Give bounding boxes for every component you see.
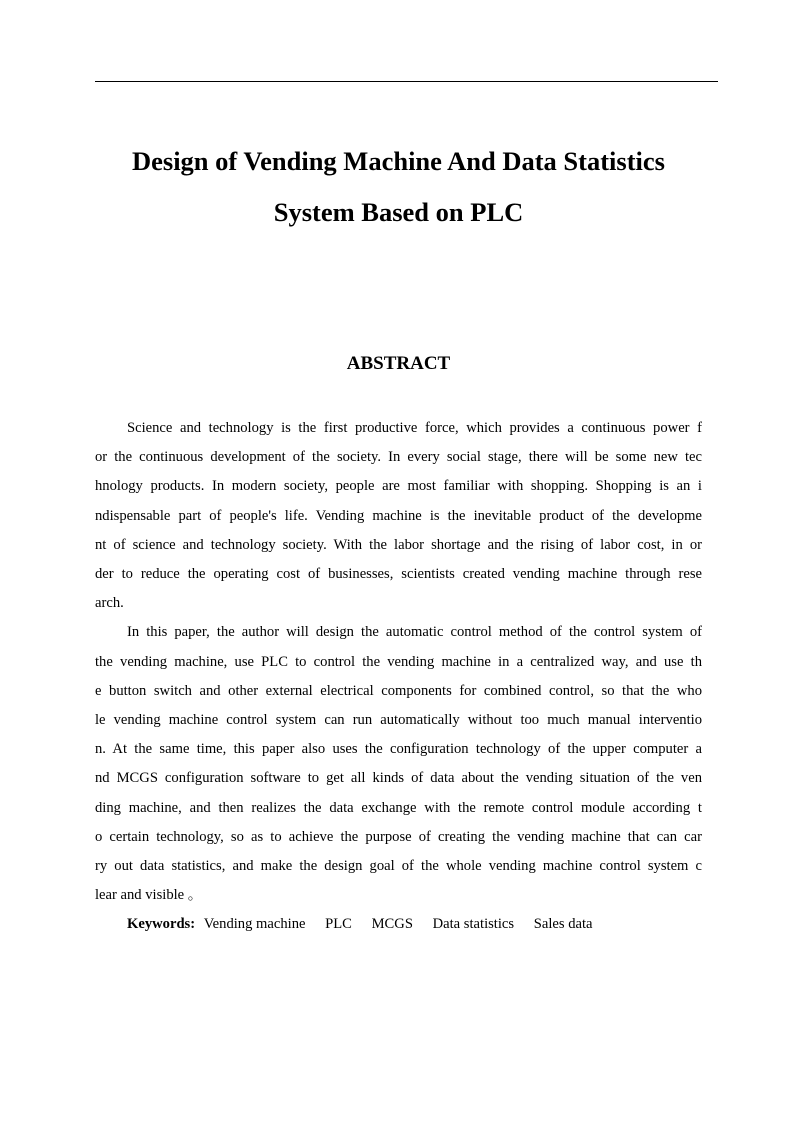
keywords-label: Keywords: bbox=[127, 916, 196, 933]
text-line: the vending machine, use PLC to control the vending machine in a centralized way, and use th bbox=[95, 653, 702, 670]
title-line-2: System Based on PLC bbox=[273, 197, 524, 227]
abstract-paragraph-2 bbox=[95, 618, 702, 910]
title-line-1: Design of Vending Machine And Data Statistics bbox=[131, 146, 665, 176]
keyword: Vending machine bbox=[203, 916, 306, 933]
text-line: nd MCGS configuration software to get all kinds of data about the vending situation of the ven bbox=[95, 770, 702, 787]
text-line: lear and visible 。 bbox=[95, 887, 203, 904]
keyword: Sales data bbox=[533, 916, 593, 933]
text-line: ndispensable part of people's life. Vending machine is the inevitable product of the developme bbox=[95, 507, 702, 524]
text-line: nt of science and technology society. With the labor shortage and the rising of labor cost, in or bbox=[95, 536, 702, 553]
text-line: In this paper, the author will design the automatic control method of the control system of bbox=[127, 624, 702, 641]
text-line: ry out data statistics, and make the design goal of the whole vending machine control system c bbox=[95, 858, 702, 875]
text-line: n. At the same time, this paper also uses the configuration technology of the upper computer a bbox=[95, 741, 702, 758]
text-line: hnology products. In modern society, people are most familiar with shopping. Shopping is an i bbox=[95, 478, 702, 495]
header-rule bbox=[95, 81, 718, 82]
text-line: Science and technology is the first productive force, which provides a continuous power f bbox=[127, 420, 702, 436]
text-line: ding machine, and then realizes the data exchange with the remote control module according t bbox=[95, 799, 702, 816]
abstract-heading: ABSTRACT bbox=[346, 353, 451, 374]
keyword: Data statistics bbox=[432, 916, 515, 933]
keyword: PLC bbox=[325, 916, 352, 933]
abstract-paragraph-1 bbox=[95, 414, 702, 618]
text-line: der to reduce the operating cost of businesses, scientists created vending machine through rese bbox=[95, 566, 702, 583]
paper-title bbox=[95, 136, 702, 238]
keyword: MCGS bbox=[371, 916, 413, 933]
text-line: e button switch and other external electrical components for combined control, so that the who bbox=[95, 682, 702, 699]
abstract-body bbox=[95, 414, 702, 940]
text-line: or the continuous development of the society. In every social stage, there will be some new tec bbox=[95, 449, 702, 466]
text-line: le vending machine control system can run automatically without too much manual interventio bbox=[95, 712, 702, 729]
keywords-line bbox=[95, 910, 702, 939]
text-line: arch. bbox=[95, 595, 124, 612]
text-line: o certain technology, so as to achieve the purpose of creating the vending machine that can car bbox=[95, 828, 702, 845]
